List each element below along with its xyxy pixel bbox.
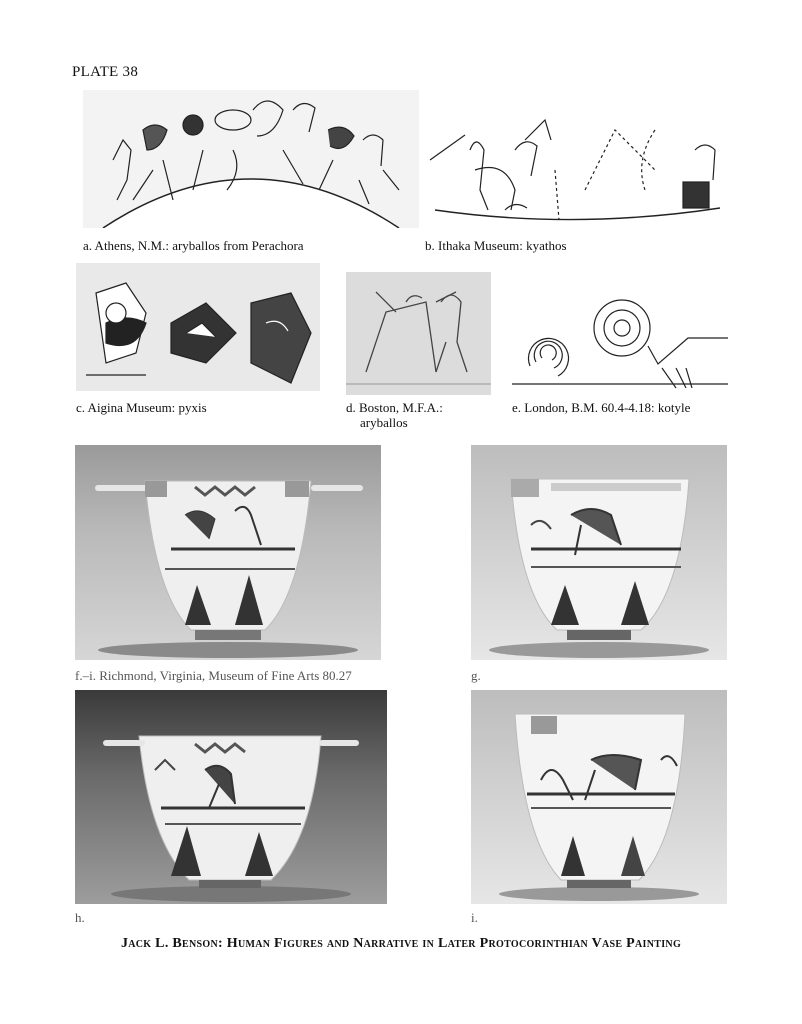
caption-g: g.: [471, 668, 481, 683]
figure-b-drawing: [425, 110, 730, 228]
plate-title: PLATE 38: [72, 64, 139, 80]
figure-g-photo: [471, 445, 727, 660]
caption-h: h.: [75, 910, 85, 925]
caption-b: b. Ithaka Museum: kyathos: [425, 238, 567, 253]
caption-c: c. Aigina Museum: pyxis: [76, 400, 207, 415]
figure-h-photo: [75, 690, 387, 904]
figure-i-photo: [471, 690, 727, 904]
footer-citation: Jack L. Benson: Human Figures and Narrative in Later Protocorinthian Vase Painting: [120, 936, 682, 951]
figure-c-photo: [76, 263, 320, 391]
caption-d-line2: aryballos: [360, 415, 408, 430]
caption-e: e. London, B.M. 60.4-4.18: kotyle: [512, 400, 691, 415]
caption-i: i.: [471, 910, 478, 925]
figure-a-drawing: [83, 90, 419, 228]
caption-d-line1: d. Boston, M.F.A.:: [346, 400, 443, 415]
caption-f: f.–i. Richmond, Virginia, Museum of Fine Arts 80.27: [75, 668, 352, 683]
caption-a: a. Athens, N.M.: aryballos from Perachora: [83, 238, 304, 253]
figure-d-photo: [346, 272, 491, 395]
figure-f-photo: [75, 445, 381, 660]
figure-e-drawing: [512, 296, 728, 390]
